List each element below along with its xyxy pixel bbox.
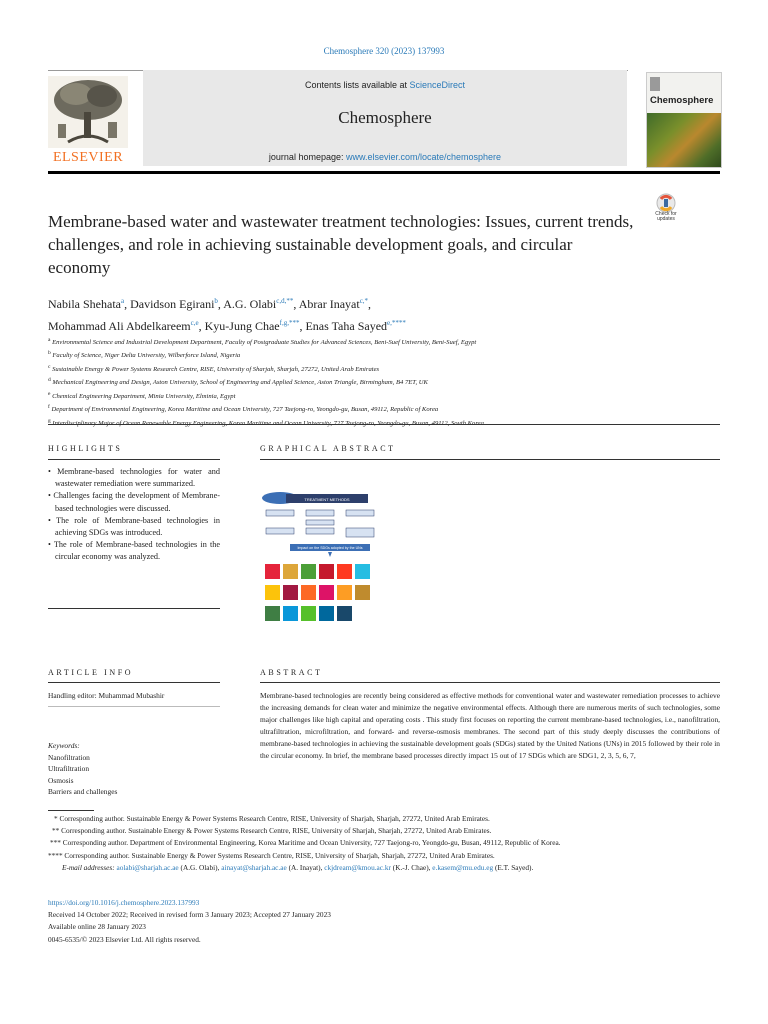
- ga-box-title: TREATMENT METHODS: [304, 497, 350, 502]
- highlights-list: [48, 466, 220, 564]
- affiliation-item: $^b$ Faculty of Science, Niger Delta University, Wilberforce Island, Nigeria: [48, 350, 241, 360]
- keywords-label: Keywords:: [48, 741, 80, 750]
- email-link[interactable]: ainayat@sharjah.ac.ae: [221, 862, 287, 872]
- highlight-item: • Challenges facing the development of Membrane-based technologies were discussed.: [48, 491, 220, 513]
- journal-homepage: journal homepage: www.elsevier.com/locate/chemosphere: [268, 152, 502, 162]
- journal-cover-image: [646, 72, 722, 168]
- sdg-icon: [265, 606, 280, 621]
- sdg-icon: [319, 606, 334, 621]
- cover-leaf-photo: [647, 113, 721, 167]
- sdg-icon: [265, 564, 280, 579]
- graphical-abstract-figure[interactable]: [260, 488, 380, 628]
- check-for-updates-label: Check for updates: [655, 211, 677, 222]
- graphical-abstract-heading: GRAPHICAL ABSTRACT: [260, 444, 396, 453]
- sdg-icon: [355, 564, 370, 579]
- author-name[interactable]: A.G. Olabi: [223, 297, 277, 311]
- sdg-icon: [283, 606, 298, 621]
- abstract-heading: ABSTRACT: [260, 668, 323, 677]
- footnote-item: **** Corresponding author. Sustainable Energy & Power Systems Research Centre, RISE, University of Sharjah, Sharjah, 27272, United Arab Emirates.: [48, 850, 495, 860]
- highlights-heading: HIGHLIGHTS: [48, 444, 123, 453]
- info-divider: [48, 706, 220, 707]
- affiliation-item: $^f$ Department of Environmental Engineering, Korea Maritime and Ocean University, 727 Taejong-ro, Yeongdo-gu, Busan, 49112, Republic of Korea: [48, 404, 439, 414]
- handling-editor: Handling editor: Muhammad Mubashir: [48, 691, 165, 700]
- author-name[interactable]: Davidson Egirani: [130, 297, 215, 311]
- journal-reference[interactable]: Chemosphere 320 (2023) 137993: [323, 46, 445, 56]
- article-info-heading: ARTICLE INFO: [48, 668, 134, 677]
- sciencedirect-link[interactable]: ScienceDirect: [409, 80, 466, 90]
- elsevier-wordmark: ELSEVIER: [52, 150, 124, 165]
- email-link[interactable]: ckjdream@kmou.ac.kr: [324, 862, 391, 872]
- doi-link[interactable]: https://doi.org/10.1016/j.chemosphere.2023.137993: [48, 898, 200, 907]
- keyword-item: Osmosis: [48, 775, 74, 785]
- footnote-rule: [48, 810, 94, 811]
- sdg-icon: [283, 564, 298, 579]
- highlight-item: • Membrane-based technologies for water and wastewater remediation were summarized.: [48, 467, 220, 489]
- sdg-icon: [301, 606, 316, 621]
- author-name[interactable]: Enas Taha Sayed: [305, 319, 388, 333]
- sdg-icon-grid: [265, 564, 370, 621]
- article-title: Membrane-based water and wastewater treatment technologies: Issues, current trends, challenges, and role in achieving sustainable development goals, and circular economy: [48, 212, 634, 277]
- author-list: Nabila Shehata$^a$, Davidson Egirani$^b$, A.G. Olabi$^{c,d,**}$, Abrar Inayat$^{c,*}$, Mohammad Ali Abdelkareem$^{c,e}$, Kyu-Jung Chae$^{f,g,***}$, Enas Taha Sayed$^{e,****}$: [48, 297, 406, 333]
- email-addresses: E-mail addresses: aolabi@sharjah.ac.ae (A.G. Olabi), ainayat@sharjah.ac.ae (A. Inayat), ckjdream@kmou.ac.kr (K.-J. Chae), e.kasem@mu.edu.eg (E.T. Sayed).: [62, 862, 534, 872]
- email-link[interactable]: aolabi@sharjah.ac.ae: [116, 862, 179, 872]
- sdg-icon: [301, 564, 316, 579]
- keyword-item: Ultrafiltration: [48, 764, 90, 773]
- contents-availability: Contents lists available at ScienceDirect: [304, 80, 466, 90]
- available-online: Available online 28 January 2023: [48, 922, 146, 932]
- journal-name: Chemosphere: [338, 108, 432, 127]
- affiliation-item: g: [48, 417, 51, 424]
- affiliation-item: $^c$ Sustainable Energy & Power Systems Research Centre, RISE, University of Sharjah, Sharjah, 27272, United Arab Emirates: [48, 363, 380, 374]
- graphical-abstract-rule: [260, 459, 720, 460]
- affiliation-item: $^d$ Mechanical Engineering and Design, Aston University, School of Engineering and Applied Science, Aston Triangle, Birmingham, B4 7ET, UK: [48, 377, 428, 387]
- sdg-icon: [319, 564, 334, 579]
- keyword-item: Nanofiltration: [48, 752, 90, 762]
- abstract-text: Membrane-based technologies are recently being considered as effective methods for conventional water and wastewater remediation processes to achieve the increasing demands for clean water and minimize the negative environmental effects. Although there are numerous merits of such technologies, some major challenges like high capital and operating costs . This study first focuses on reporting the current membrane-based technologies, i.e., nanofiltration, ultrafiltration, microfiltration, and forward- and reverse-osmosis membranes. The second part of this study deeply discusses the contributions of membrane-based technologies in achieving the sustainable development goals (SDGs) stated by the United Nations (UNs) in 2015 followed by their role in the circular economy. In brief, the membrane based processes directly impact 15 out of 17 SDGs which are SDG1, 2, 3, 5, 6, 7,: [260, 691, 720, 760]
- copyright: 0045-6535/© 2023 Elsevier Ltd. All rights reserved.: [48, 934, 201, 944]
- received-dates: Received 14 October 2022; Received in revised form 3 January 2023; Accepted 27 January 2023: [48, 910, 331, 920]
- sdg-icon: [337, 606, 352, 621]
- author-name[interactable]: Abrar Inayat: [298, 297, 360, 311]
- affiliation-item: $^e$ Chemical Engineering Department, Minia University, Elminia, Egypt: [48, 390, 236, 401]
- highlights-rule: [48, 459, 220, 460]
- footnote-item: *** Corresponding author. Department of Environmental Engineering, Korea Maritime and Ocean University, 727 Taejong-ro, Yeongdo-gu, Busan, 49112, Republic of Korea.: [50, 838, 561, 848]
- homepage-link[interactable]: www.elsevier.com/locate/chemosphere: [345, 152, 502, 162]
- highlights-bottom-rule: [48, 608, 220, 609]
- footnote-item: * Corresponding author. Sustainable Energy & Power Systems Research Centre, RISE, University of Sharjah, Sharjah, 27272, United Arab Emirates.: [54, 814, 490, 823]
- abstract-rule: [260, 682, 720, 683]
- article-info-rule: [48, 682, 220, 683]
- sdg-icon: [355, 585, 370, 600]
- sdg-icon: [337, 564, 352, 579]
- affiliation-item: $^a$ Environmental Science and Industrial Development Department, Faculty of Postgraduate Studies for Advanced Sciences, Beni-Suef University, Beni-Suef, Egypt: [48, 337, 477, 347]
- highlight-item: • The role of Membrane-based technologies in achieving SDGs was introduced.: [48, 515, 220, 538]
- author-name[interactable]: Kyu-Jung Chae: [204, 319, 280, 333]
- footnote-item: ** Corresponding author. Sustainable Energy & Power Systems Research Centre, RISE, University of Sharjah, Sharjah, 27272, United Arab Emirates.: [52, 826, 492, 836]
- corresponding-footnotes: [48, 813, 720, 874]
- sdg-icon: [337, 585, 352, 600]
- highlight-item: • The role of Membrane-based technologies in the circular economy was analyzed.: [48, 540, 220, 562]
- keyword-item: Barriers and challenges: [48, 787, 118, 796]
- publication-info: [48, 897, 720, 946]
- section-divider: [48, 424, 720, 425]
- check-for-updates-badge[interactable]: [648, 193, 684, 229]
- keywords: [48, 740, 220, 798]
- email-link[interactable]: e.kasem@mu.edu.eg: [432, 862, 494, 872]
- author-name[interactable]: Mohammad Ali Abdelkareem: [48, 319, 191, 333]
- sdg-icon: [265, 585, 280, 600]
- cover-title: Chemosphere: [650, 95, 714, 106]
- author-name[interactable]: Nabila Shehata: [48, 297, 121, 311]
- affiliations: [48, 335, 728, 429]
- sdg-icon: [319, 585, 334, 600]
- ga-sdg-banner: Impact on the SDGs adopted by the UNs: [297, 546, 363, 550]
- sdg-icon: [283, 585, 298, 600]
- header-bottom-rule: [48, 171, 720, 174]
- sdg-icon: [301, 585, 316, 600]
